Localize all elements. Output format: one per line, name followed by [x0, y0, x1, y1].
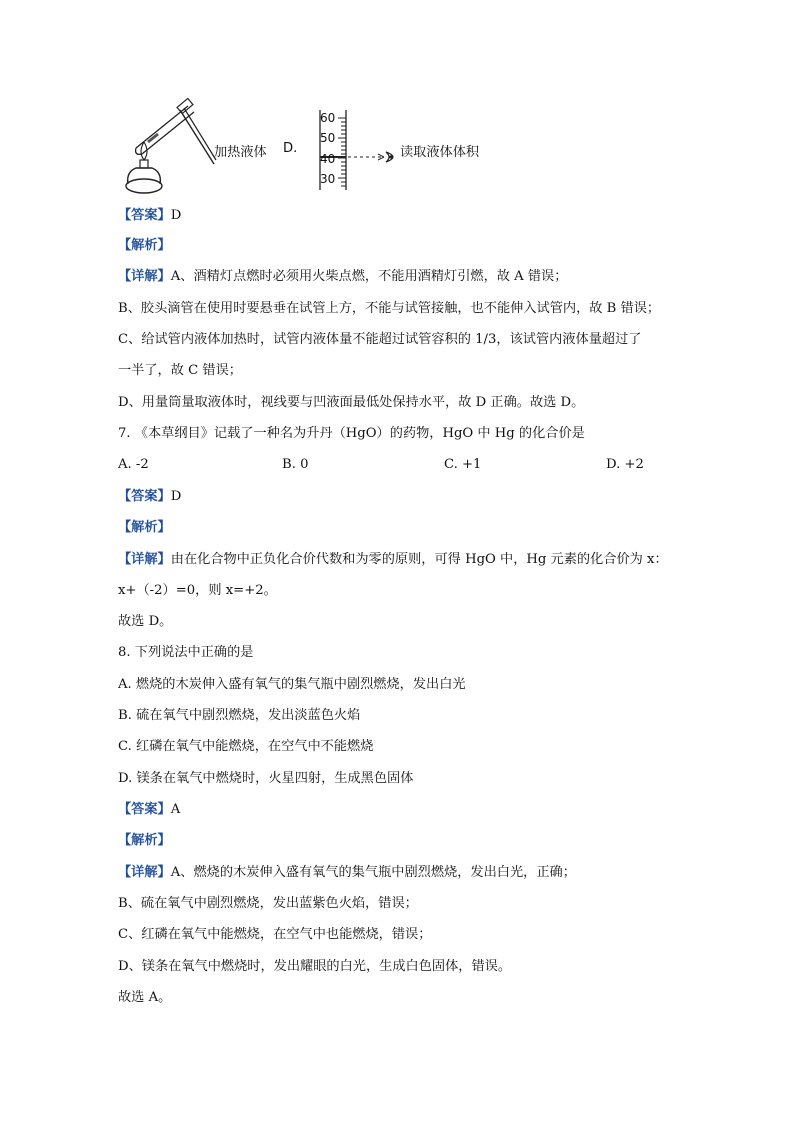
- q8-question: 8. 下列说法中正确的是: [118, 645, 254, 660]
- heating-liquid-illustration: [118, 98, 218, 198]
- q8-option-a: A. 燃烧的木炭伸入盛有氧气的集气瓶中剧烈燃烧，发出白光: [118, 677, 466, 692]
- answer-value: A: [170, 802, 181, 817]
- answer-value: D: [170, 489, 182, 504]
- q8-option-c: C. 红磷在氧气中能燃烧，在空气中不能燃烧: [118, 739, 374, 754]
- q8-detail-d: D、镁条在氧气中燃烧时，发出耀眼的白光，生成白色固体，错误。: [118, 959, 512, 974]
- q6-answer: [118, 207, 181, 225]
- option-d-letter: D.: [283, 141, 298, 156]
- detail-text: A、燃烧的木炭伸入盛有氧气的集气瓶中剧烈燃烧，发出白光，正确；: [170, 865, 576, 880]
- detail-tag: 【详解】: [118, 552, 171, 567]
- q7-option-c: C. +1: [444, 457, 482, 472]
- q6-detail-c1: C、给试管内液体加热时，试管内液体量不能超过试管容积的 1/3，该试管内液体量超过了: [118, 332, 642, 347]
- q8-answer: [118, 801, 180, 819]
- cylinder-mark-60: 60: [320, 111, 336, 125]
- q8-detail-c: C、红磷在氧气中能燃烧，在空气中也能燃烧，错误；: [118, 927, 432, 942]
- q7-detail-2: x+（-2）=0，则 x=+2。: [118, 583, 277, 598]
- q7-analysis-heading: 【解析】: [118, 520, 171, 535]
- q7-detail-1: [118, 551, 668, 569]
- q7-option-d: D. +2: [606, 457, 644, 472]
- cylinder-mark-40: 40: [320, 152, 336, 166]
- q7-question: 7. 《本草纲目》记载了一种名为升丹（HgO）的药物，HgO 中 Hg 的化合价是: [118, 426, 585, 441]
- q8-detail-b: B、硫在氧气中剧烈燃烧，发出蓝紫色火焰，错误；: [118, 896, 418, 911]
- q7-option-a: A. -2: [118, 457, 149, 472]
- heating-liquid-label: 加热液体: [214, 145, 267, 160]
- detail-text: A、酒精灯点燃时必须用火柴点燃，不能用酒精灯引燃，故 A 错误；: [170, 269, 568, 284]
- cylinder-mark-50: 50: [320, 131, 336, 145]
- answer-tag: 【答案】: [118, 489, 171, 504]
- q6-detail-d: D、用量筒量取液体时，视线要与凹液面最低处保持水平，故 D 正确。故选 D。: [118, 395, 585, 410]
- q7-conclusion: 故选 D。: [118, 614, 173, 629]
- q8-detail-a: [118, 864, 576, 882]
- q7-option-b: B. 0: [282, 457, 309, 472]
- q6-detail-b: B、胶头滴管在使用时要悬垂在试管上方，不能与试管接触，也不能伸入试管内，故 B 错误；: [118, 301, 661, 316]
- answer-tag: 【答案】: [118, 802, 171, 817]
- detail-text: 由在化合物中正负化合价代数和为零的原则，可得 HgO 中，Hg 元素的化合价为 x：: [170, 552, 668, 567]
- q6-analysis-heading: 【解析】: [118, 238, 171, 253]
- q8-conclusion: 故选 A。: [118, 990, 172, 1005]
- cylinder-mark-30: 30: [320, 172, 336, 186]
- answer-value: D: [170, 208, 182, 223]
- answer-tag: 【答案】: [118, 208, 171, 223]
- detail-tag: 【详解】: [118, 865, 171, 880]
- reading-volume-label: 读取液体体积: [400, 145, 480, 160]
- q6-detail-c2: 一半了，故 C 错误；: [118, 363, 242, 378]
- q8-analysis-heading: 【解析】: [118, 833, 171, 848]
- detail-tag: 【详解】: [118, 269, 171, 284]
- q8-option-b: B. 硫在氧气中剧烈燃烧，发出淡蓝色火焰: [118, 708, 361, 723]
- q7-answer: [118, 488, 181, 506]
- q6-detail-a: [118, 268, 567, 286]
- q8-option-d: D. 镁条在氧气中燃烧时，火星四射，生成黑色固体: [118, 771, 414, 786]
